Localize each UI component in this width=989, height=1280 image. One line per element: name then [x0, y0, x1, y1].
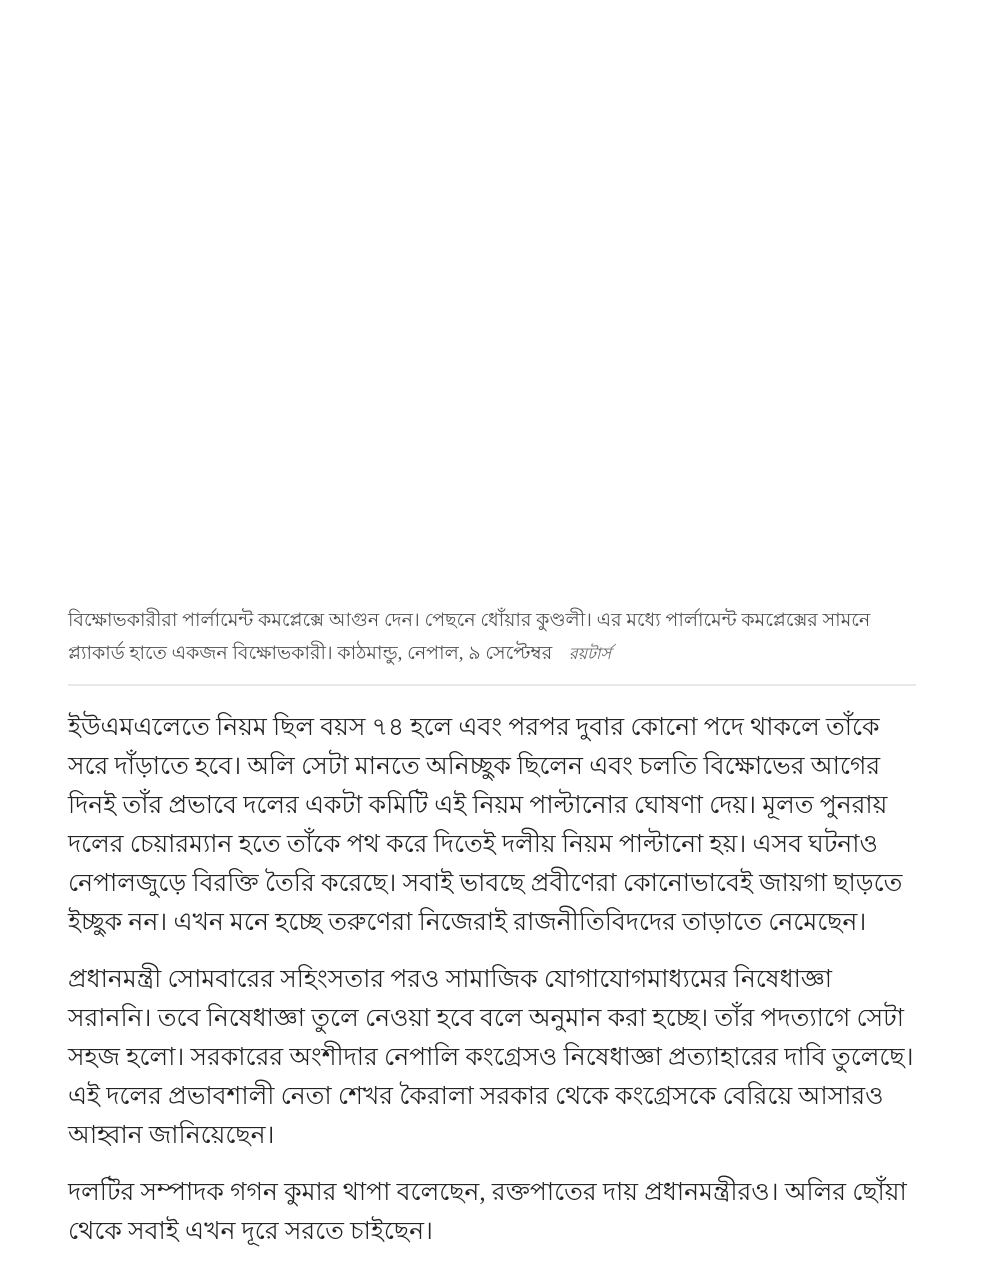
- article-paragraph-1: ইউএমএলেতে নিয়ম ছিল বয়স ৭৪ হলে এবং পরপর দুবার কোনো পদে থাকলে তাঁকে সরে দাঁড়াতে হবে। অলি সেটা মানতে অনিচ্ছুক ছিলেন এবং চলতি বিক্ষোভের আগের দিনই তাঁর প্রভাবে দলের একটা কমিটি এই নিয়ম পাল্টানোর ঘোষণা দেয়। মূলত পুনরায় দলের চেয়ারম্যান হতে তাঁকে পথ করে দিতেই দলীয় নিয়ম পাল্টানো হয়। এসব ঘটনাও নেপালজুড়ে বিরক্তি তৈরি করেছে। সবাই ভাবছে প্রবীণেরা কোনোভাবেই জায়গা ছাড়তে ইচ্ছুক নন। এখন মনে হচ্ছে তরুণেরা নিজেরাই রাজনীতিবিদদের তাড়াতে নেমেছেন।: [68, 714, 903, 936]
- photo-credit: রয়টার্স: [568, 646, 612, 663]
- photo-caption-text: বিক্ষোভকারীরা পার্লামেন্ট কমপ্লেক্সে আগুন দেন। পেছনে ধোঁয়ার কুণ্ডলী। এর মধ্যে পার্লামেন্ট কমপ্লেক্সের সামনে প্ল্যাকার্ড হাতে একজন বিক্ষোভকারী। কাঠমান্ডু, নেপাল, ৯ সেপ্টেম্বর: [68, 610, 871, 664]
- article-paragraph-2: প্রধানমন্ত্রী সোমবারের সহিংসতার পরও সামাজিক যোগাযোগমাধ্যমের নিষেধাজ্ঞা সরাননি। তবে নিষেধাজ্ঞা তুলে নেওয়া হবে বলে অনুমান করা হচ্ছে। তাঁর পদত্যাগে সেটা সহজ হলো। সরকারের অংশীদার নেপালি কংগ্রেসও নিষেধাজ্ঞা প্রত্যাহারের দাবি তুলেছে। এই দলের প্রভাবশালী নেতা শেখর কৈরালা সরকার থেকে কংগ্রেসকে বেরিয়ে আসারও আহ্বান জানিয়েছেন।: [68, 966, 914, 1149]
- article-paragraph-3: দলটির সম্পাদক গগন কুমার থাপা বলেছেন, রক্তপাতের দায় প্রধানমন্ত্রীরও। অলির ছোঁয়া থেকে সবাই এখন দূরে সরতে চাইছেন।: [68, 1179, 907, 1245]
- section-divider: [68, 684, 916, 686]
- photo-caption: [68, 604, 921, 671]
- article-body: [68, 708, 921, 1251]
- article-content-column: [68, 604, 921, 1251]
